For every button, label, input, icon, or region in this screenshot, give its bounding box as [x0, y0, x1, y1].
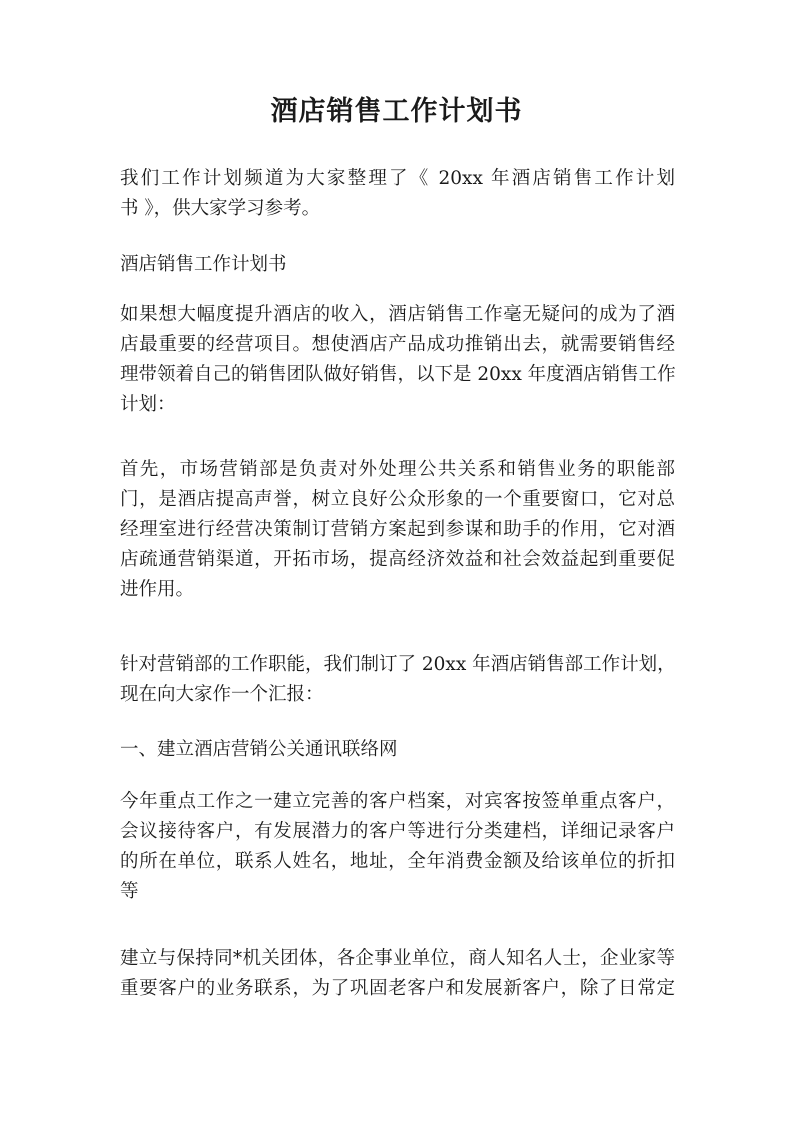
- text-line: 经理室进行经营决策制订营销方案起到参谋和助手的作用，它对酒: [120, 519, 675, 540]
- text-line: 会议接待客户，有发展潜力的客户等进行分类建档，详细记录客户: [120, 821, 675, 842]
- text-line: 一、建立酒店营销公关通讯联络网: [120, 739, 398, 760]
- text-line: 重要客户的业务联系，为了巩固老客户和发展新客户，除了日常定: [120, 978, 675, 999]
- body-paragraph: [120, 787, 675, 907]
- text-line: 的所在单位，联系人姓名，地址，全年消费金额及给该单位的折扣: [120, 851, 675, 872]
- text-line: 等: [120, 881, 139, 902]
- text-line: 今年重点工作之一建立完善的客户档案，对宾客按签单重点客户，: [120, 791, 675, 812]
- text-line: 门，是酒店提高声誉，树立良好公众形象的一个重要窗口，它对总: [120, 489, 675, 510]
- section-heading: [120, 735, 675, 765]
- text-line: 书 》，供大家学习参考。: [120, 198, 321, 219]
- text-line: 针对营销部的工作职能，我们制订了 20xx 年酒店销售部工作计划，: [120, 654, 676, 675]
- text-line: 酒店销售工作计划书: [120, 254, 287, 275]
- text-line: 进作用。: [120, 579, 195, 600]
- text-line: 我们工作计划频道为大家整理了《 20xx 年酒店销售工作计划: [120, 168, 675, 189]
- body-paragraph: [120, 455, 675, 605]
- section-heading: [120, 250, 675, 280]
- body-paragraph: [120, 650, 675, 710]
- document-title: 酒店销售工作计划书: [270, 96, 523, 127]
- text-line: 首先，市场营销部是负责对外处理公共关系和销售业务的职能部: [120, 459, 675, 480]
- text-line: 建立与保持同*机关团体，各企事业单位，商人知名人士，企业家等: [120, 948, 675, 969]
- text-line: 如果想大幅度提升酒店的收入，酒店销售工作毫无疑问的成为了酒: [120, 304, 675, 325]
- text-line: 现在向大家作一个汇报：: [120, 684, 324, 705]
- text-line: 店最重要的经营项目。想使酒店产品成功推销出去，就需要销售经: [120, 334, 675, 355]
- text-line: 店疏通营销渠道，开拓市场，提高经济效益和社会效益起到重要促: [120, 549, 675, 570]
- body-paragraph: [120, 300, 675, 420]
- text-line: 理带领着自己的销售团队做好销售，以下是 20xx 年度酒店销售工作: [120, 364, 676, 385]
- body-paragraph: [120, 944, 675, 1004]
- intro-paragraph: [120, 164, 675, 224]
- text-line: 计划：: [120, 394, 176, 415]
